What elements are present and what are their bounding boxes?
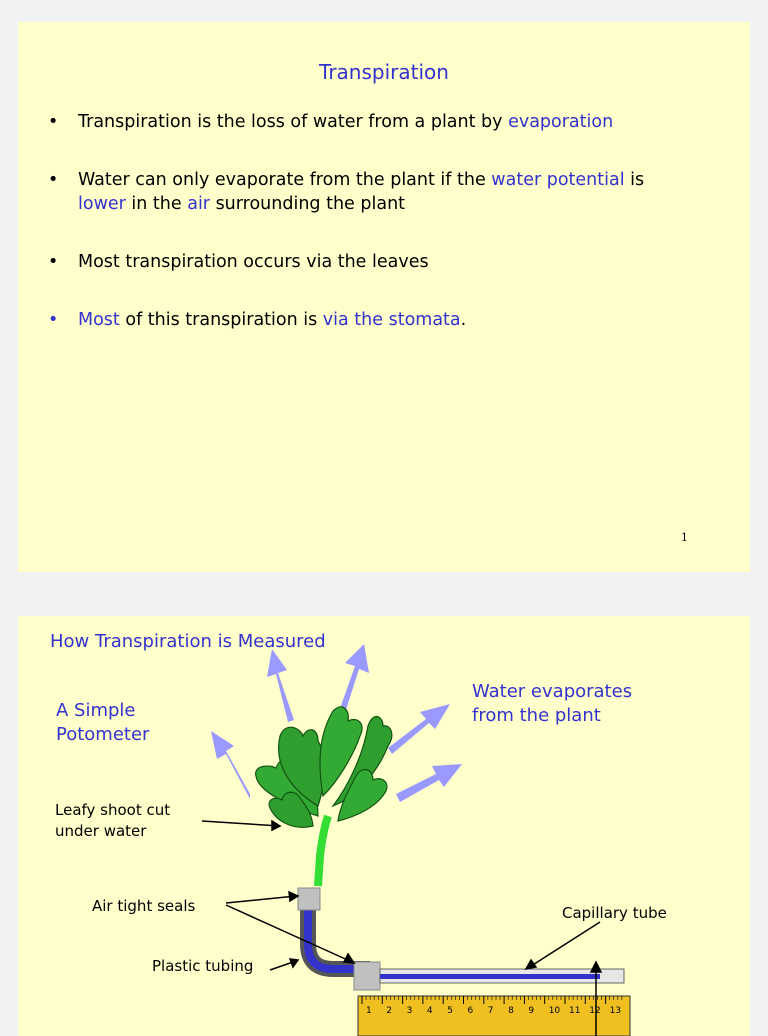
bullet-dot: •	[48, 310, 59, 330]
bullet-text: Most transpiration occurs via the leaves	[78, 252, 429, 272]
ruler-tick-label: 13	[609, 1006, 622, 1016]
ruler-tick-label: 3	[406, 1006, 413, 1016]
slide-2-title: How Transpiration is Measured	[50, 631, 326, 652]
label-capillary-tube: Capillary tube	[562, 904, 667, 922]
bullet-text: surrounding the plant	[210, 194, 406, 214]
bullet-text: is	[624, 170, 645, 190]
highlighted-term: Most	[78, 310, 120, 330]
highlighted-term: via the stomata	[322, 310, 461, 330]
bullet-dot: •	[48, 252, 59, 272]
ruler-tick-label: 8	[508, 1006, 514, 1016]
bullet-text: Water can only evaporate from the plant if the	[78, 170, 492, 190]
pointer-arrowhead	[591, 962, 601, 972]
bullet-item	[48, 250, 718, 274]
bullet-text: of this transpiration is	[119, 310, 323, 330]
ruler-tick-label: 12	[589, 1006, 601, 1016]
bullet-text: Transpiration is the loss of water from a plant by	[78, 112, 509, 132]
evaporation-arrow	[396, 764, 462, 802]
plant-stem	[318, 816, 328, 886]
label-air-tight-seals: Air tight seals	[92, 897, 196, 915]
evaporation-arrow	[267, 649, 294, 722]
slide-1	[18, 22, 750, 572]
pointer-arrowhead	[290, 959, 298, 967]
ruler-tick-label: 6	[467, 1006, 474, 1016]
bullet-item	[48, 168, 718, 216]
subtitle-line-2: Potometer	[56, 724, 150, 745]
ruler-tick-label: 1	[366, 1006, 372, 1016]
highlighted-term: evaporation	[508, 112, 614, 132]
bullet-text: in the	[125, 194, 188, 214]
pointer-capillary	[528, 922, 600, 968]
slide-title: Transpiration	[319, 60, 449, 84]
slide-2	[18, 616, 750, 1036]
highlighted-term: water potential	[491, 170, 625, 190]
highlighted-term: air	[187, 194, 210, 214]
bullet-text: .	[460, 310, 467, 330]
evaporation-arrow	[338, 644, 369, 716]
bullet-list	[48, 110, 718, 332]
ruler	[358, 996, 630, 1036]
evaporation-caption-line-2: from the plant	[472, 705, 601, 726]
bullet-item	[48, 110, 718, 134]
page-number: 1	[681, 531, 688, 544]
air-tight-seal	[354, 962, 380, 990]
pointer-seal-top	[226, 896, 296, 903]
pointer-arrowhead	[272, 821, 280, 830]
highlighted-term: lower	[78, 194, 126, 214]
ruler-tick-label: 4	[426, 1006, 433, 1016]
evaporation-arrow	[211, 731, 250, 799]
label-plastic-tubing: Plastic tubing	[152, 957, 254, 975]
ruler-tick-label: 9	[528, 1006, 535, 1016]
label-leafy-shoot-1: Leafy shoot cut	[55, 801, 171, 819]
bullet-dot: •	[48, 112, 59, 132]
pointer-arrowhead	[289, 892, 298, 901]
ruler-tick-label: 5	[447, 1006, 453, 1016]
pointer-leafy-shoot	[202, 821, 280, 826]
capillary-water	[380, 974, 600, 979]
pointer-arrowhead	[344, 954, 354, 963]
ruler-tick-label: 10	[548, 1006, 561, 1016]
ruler-tick-label: 7	[487, 1006, 494, 1016]
air-tight-seal	[298, 888, 320, 910]
pointer-seal-bottom	[226, 905, 352, 962]
ruler-tick-label: 2	[386, 1006, 393, 1016]
plastic-tubing	[308, 904, 370, 969]
leafy-shoot	[256, 707, 392, 827]
pointer-arrowhead	[526, 960, 536, 969]
evaporation-caption-line-1: Water evaporates	[472, 681, 633, 702]
ruler-tick-label: 11	[569, 1006, 581, 1016]
label-leafy-shoot-2: under water	[55, 822, 147, 840]
bullet-dot: •	[48, 170, 59, 190]
bullet-item	[48, 308, 718, 332]
subtitle-line-1: A Simple	[56, 700, 136, 721]
evaporation-arrow	[388, 704, 450, 754]
